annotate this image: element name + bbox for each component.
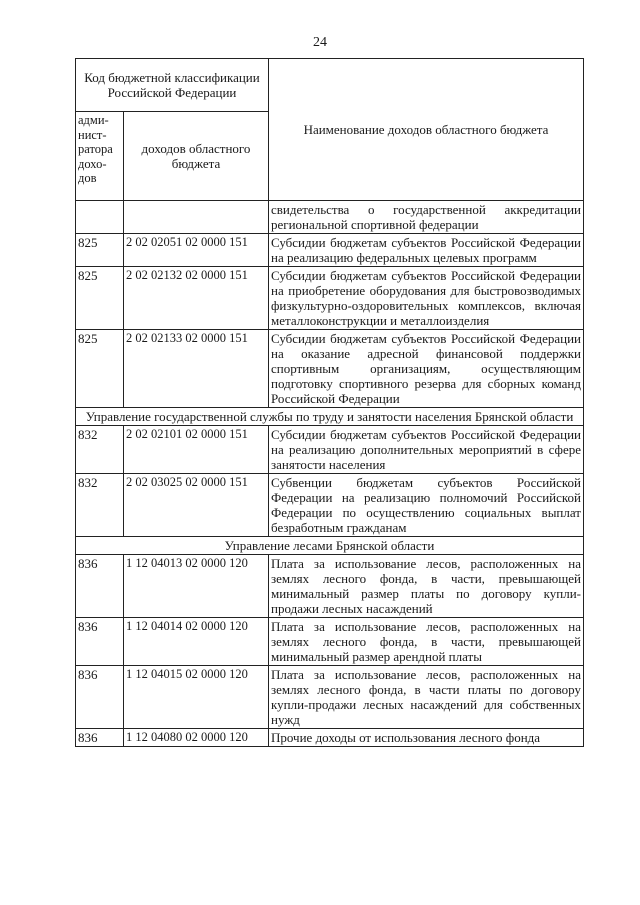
income-name-cell: свидетельства о государственной аккредитации региональной спортивной федерации bbox=[269, 201, 584, 234]
section-header-row bbox=[76, 537, 584, 555]
admin-code-cell: 836 bbox=[76, 729, 124, 747]
admin-code-cell: 832 bbox=[76, 474, 124, 537]
income-code-cell: 1 12 04013 02 0000 120 bbox=[124, 555, 269, 618]
income-name-cell: Плата за использование лесов, расположенных на землях лесного фонда, в части платы по договору купли-продажи лесных насаждений для собственных нужд bbox=[269, 666, 584, 729]
table-row bbox=[76, 426, 584, 474]
income-name-cell: Субсидии бюджетам субъектов Российской Федерации на приобретение оборудования для быстровозводимых физкультурно-оздоровительных комплексов, включая металлоконструкции и металлоизделия bbox=[269, 267, 584, 330]
income-code-cell: 1 12 04014 02 0000 120 bbox=[124, 618, 269, 666]
income-code-cell: 2 02 02132 02 0000 151 bbox=[124, 267, 269, 330]
section-title: Управление лесами Брянской области bbox=[76, 537, 584, 555]
table-row bbox=[76, 618, 584, 666]
income-code-cell: 2 02 02101 02 0000 151 bbox=[124, 426, 269, 474]
admin-code-cell: 825 bbox=[76, 267, 124, 330]
admin-code-cell: 836 bbox=[76, 666, 124, 729]
table-row bbox=[76, 555, 584, 618]
admin-code-cell: 836 bbox=[76, 555, 124, 618]
header-name: Наименование доходов областного бюджета bbox=[269, 59, 584, 201]
income-code-cell: 1 12 04015 02 0000 120 bbox=[124, 666, 269, 729]
income-code-cell bbox=[124, 201, 269, 234]
income-name-cell: Прочие доходы от использования лесного фонда bbox=[269, 729, 584, 747]
section-title: Управление государственной службы по труду и занятости населения Брянской области bbox=[76, 408, 584, 426]
table-row bbox=[76, 666, 584, 729]
section-header-row bbox=[76, 408, 584, 426]
admin-code-cell: 825 bbox=[76, 234, 124, 267]
income-code-cell: 1 12 04080 02 0000 120 bbox=[124, 729, 269, 747]
budget-classification-table bbox=[75, 58, 584, 747]
income-name-cell: Субсидии бюджетам субъектов Российской Федерации на реализацию федеральных целевых программ bbox=[269, 234, 584, 267]
header-admin: адми-нист-ратора дохо-дов bbox=[76, 112, 124, 201]
header-code-group: Код бюджетной классификации Российской Федерации bbox=[76, 59, 269, 112]
table-row bbox=[76, 474, 584, 537]
table-header-row bbox=[76, 59, 584, 112]
admin-code-cell bbox=[76, 201, 124, 234]
table-row bbox=[76, 201, 584, 234]
income-name-cell: Субвенции бюджетам субъектов Российской Федерации на реализацию полномочий Российской Федерации по осуществлению социальных выплат безработным гражданам bbox=[269, 474, 584, 537]
admin-code-cell: 836 bbox=[76, 618, 124, 666]
table-row bbox=[76, 267, 584, 330]
income-name-cell: Плата за использование лесов, расположенных на землях лесного фонда, в части, превышающей минимальный размер платы по договору купли-продажи лесных насаждений bbox=[269, 555, 584, 618]
income-name-cell: Субсидии бюджетам субъектов Российской Федерации на реализацию дополнительных мероприятий в сфере занятости населения bbox=[269, 426, 584, 474]
admin-code-cell: 832 bbox=[76, 426, 124, 474]
income-code-cell: 2 02 02051 02 0000 151 bbox=[124, 234, 269, 267]
admin-code-cell: 825 bbox=[76, 330, 124, 408]
income-code-cell: 2 02 03025 02 0000 151 bbox=[124, 474, 269, 537]
table-row bbox=[76, 330, 584, 408]
income-name-cell: Субсидии бюджетам субъектов Российской Федерации на оказание адресной финансовой поддержки спортивным организациям, осуществляющим подготовку спортивного резерва для сборных команд Российской Федерации bbox=[269, 330, 584, 408]
table-row bbox=[76, 729, 584, 747]
income-code-cell: 2 02 02133 02 0000 151 bbox=[124, 330, 269, 408]
table-row bbox=[76, 234, 584, 267]
income-name-cell: Плата за использование лесов, расположенных на землях лесного фонда, в части, превышающей минимальный размер арендной платы bbox=[269, 618, 584, 666]
header-income: доходов областного бюджета bbox=[124, 112, 269, 201]
page-number: 24 bbox=[313, 35, 327, 50]
